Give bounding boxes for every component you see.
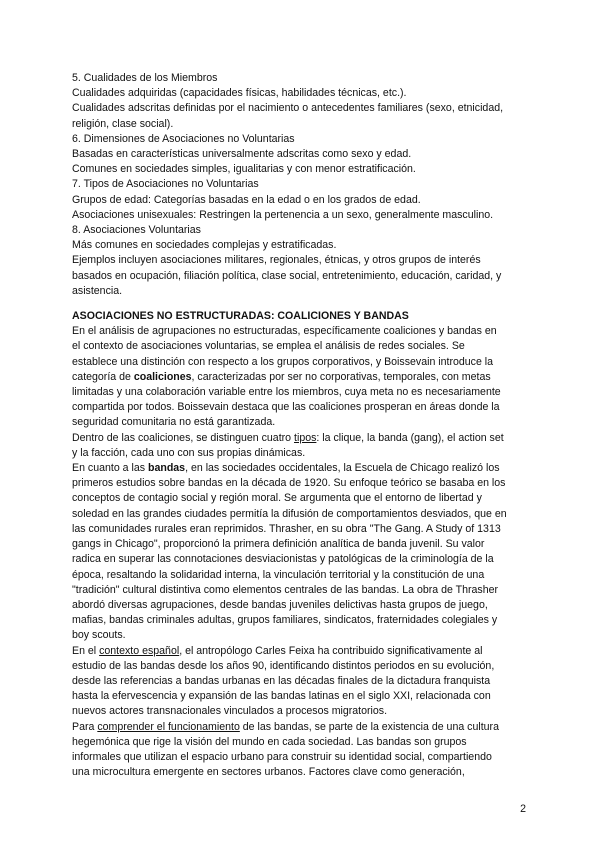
text-run: de las bandas, se parte de la existencia de una cultura — [239, 720, 499, 733]
list-item: Asociaciones unisexuales: Restringen la pertenencia a un sexo, generalmente masculino. — [72, 208, 494, 221]
document-page — [72, 71, 534, 780]
text-line: desde las referencias a bandas urbanas en las décadas finales de la dictadura franquista — [72, 674, 491, 687]
text-run: : la clique, la banda (gang), el action set — [316, 431, 504, 444]
text-run: Dentro de las coaliciones, se distinguen cuatro — [72, 431, 295, 444]
text-line: informales que utilizan el espacio urbano para construir su identidad social, compartiendo — [72, 750, 492, 763]
text-line: nuevos actores transnacionales vinculados a procesos migratorios. — [72, 705, 388, 718]
paragraph-tipos — [72, 431, 534, 461]
paragraph-funcionamiento — [72, 720, 534, 781]
paragraph-coaliciones — [72, 324, 534, 430]
list-item: Ejemplos incluyen asociaciones militares, regionales, étnicas, y otros grupos de interés — [72, 254, 481, 267]
text-line: boy scouts. — [72, 629, 126, 642]
page-number: 2 — [520, 803, 526, 815]
text-run: categoría de — [72, 370, 134, 383]
text-line: las comunidades rurales eran reprimidos. Thrasher, en su obra "The Gang. A Study of 1313 — [72, 522, 501, 535]
text-line: conceptos de contagio social y región moral. Se argumenta que el entorno de libertad y — [72, 492, 482, 505]
link-tipos[interactable]: tipos — [294, 431, 317, 444]
list-heading: 7. Tipos de Asociaciones no Voluntarias — [72, 178, 259, 191]
text-line: soledad en las grandes ciudades permitía la difusión de comportamientos desviados, que en — [72, 507, 507, 520]
list-heading: 6. Dimensiones de Asociaciones no Voluntarias — [72, 132, 295, 145]
text-line: abordó diversas agrupaciones, desde bandas juveniles delictivas hasta grupos de juego, — [72, 598, 488, 611]
paragraph-bandas — [72, 461, 534, 643]
text-line: una microcultura emergente en sectores urbanos. Factores clave como generación, — [72, 766, 465, 779]
text-line: época, resaltando la solidaridad interna, la vinculación territorial y la constitución de una — [72, 568, 485, 581]
text-line: primeros estudios sobre bandas en la década de 1920. Su enfoque teórico se basaba en los — [72, 477, 506, 490]
text-line: el contexto de asociaciones voluntarias, se emplea el análisis de redes sociales. Se — [72, 340, 465, 353]
text-line — [72, 370, 534, 385]
list-item: asistencia. — [72, 284, 123, 297]
list-item: Comunes en sociedades simples, igualitarias y con menor estratificación. — [72, 163, 416, 176]
text-run: , el antropólogo Carles Feixa ha contribuido significativamente al — [179, 644, 483, 657]
text-line — [72, 644, 534, 659]
text-line: limitadas y una colaboración variable entre los miembros, cuya meta no es necesariamente — [72, 386, 501, 399]
list-heading: 8. Asociaciones Voluntarias — [72, 224, 201, 237]
text-line: mafias, bandas criminales adultas, grupos familiares, sindicatos, fraternidades colegiales y — [72, 614, 498, 627]
text-line: radica en superar las connotaciones desviacionistas y patológicas de la criminología de la — [72, 553, 494, 566]
list-item: Basadas en características universalmente adscritas como sexo y edad. — [72, 148, 412, 161]
text-run: En cuanto a las — [72, 462, 148, 475]
list-item: religión, clase social). — [72, 117, 174, 130]
text-line: gangs in Chicago", proporcionó la primera definición analítica de banda juvenil. Su valor — [72, 538, 485, 551]
text-line: hasta la efervescencia y expansión de las bandas latinas en el siglo XXI, relacionada con — [72, 690, 491, 703]
text-line: En el análisis de agrupaciones no estructuradas, específicamente coaliciones y bandas en — [72, 325, 497, 338]
paragraph-contexto-espanol — [72, 644, 534, 720]
list-item: Grupos de edad: Categorías basadas en la edad o en los grados de edad. — [72, 193, 421, 206]
text-line — [72, 720, 534, 735]
text-line: hegemónica que rige la visión del mundo en cada sociedad. Las bandas son grupos — [72, 735, 467, 748]
text-line: "tradición" cultural distintiva como elementos centrales de las bandas. La obra de Thrasher — [72, 583, 499, 596]
text-run: Para — [72, 720, 98, 733]
link-contexto-espanol[interactable]: contexto español — [99, 644, 180, 657]
list-item: Cualidades adscritas definidas por el nacimiento o antecedentes familiares (sexo, etnicidad, — [72, 102, 504, 115]
link-comprender-funcionamiento[interactable]: comprender el funcionamiento — [97, 720, 240, 733]
section-list — [72, 71, 534, 299]
list-item: basados en ocupación, filiación política, clase social, entretenimiento, educación, caridad, y — [72, 269, 502, 282]
bold-term-coaliciones: coaliciones — [133, 370, 192, 383]
text-line: seguridad comunitaria no está garantizada. — [72, 416, 276, 429]
text-line: y la facción, cada uno con sus propias dinámicas. — [72, 446, 306, 459]
text-line: compartida por todos. Boissevain destaca que las coaliciones prosperan en áreas donde la — [72, 401, 500, 414]
bold-term-bandas: bandas — [147, 462, 186, 475]
list-item: Cualidades adquiridas (capacidades físicas, habilidades técnicas, etc.). — [72, 87, 407, 100]
text-line — [72, 461, 534, 476]
text-run: , caracterizadas por ser no corporativas, temporales, con metas — [191, 370, 491, 383]
list-heading: 5. Cualidades de los Miembros — [72, 72, 218, 84]
text-line — [72, 431, 534, 446]
text-line: establece una distinción con respecto a los grupos corporativos, y Boissevain introduce la — [72, 355, 494, 368]
text-line: estudio de las bandas desde los años 90, identificando distintos periodos en su evolución, — [72, 659, 495, 672]
text-run: En el — [72, 644, 100, 657]
text-run: , en las sociedades occidentales, la Escuela de Chicago realizó los — [185, 462, 500, 475]
section-heading: ASOCIACIONES NO ESTRUCTURADAS: COALICIONES Y BANDAS — [72, 310, 409, 323]
list-item: Más comunes en sociedades complejas y estratificadas. — [72, 239, 337, 252]
